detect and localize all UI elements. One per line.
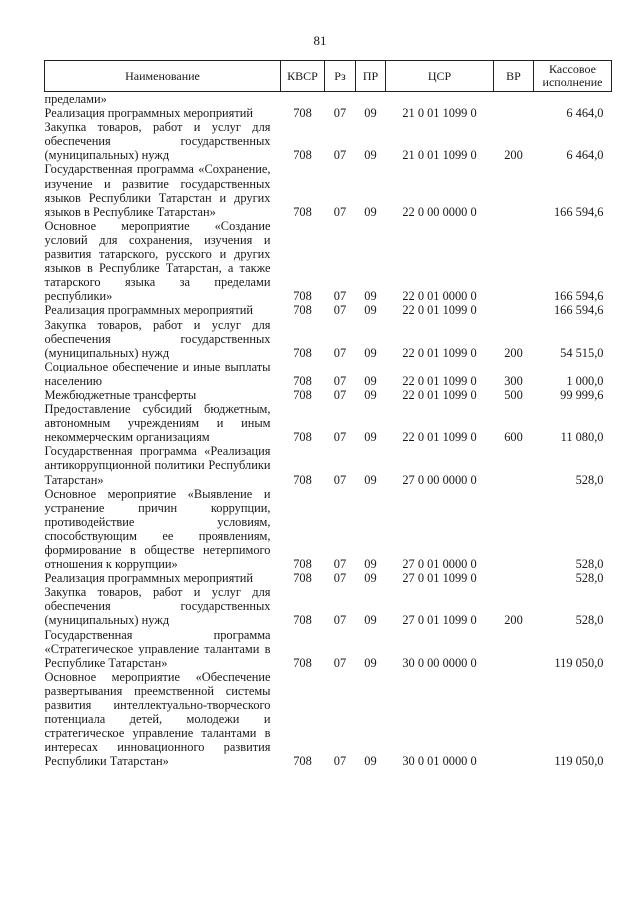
table-body [45, 92, 612, 769]
cell-pr: 09 [364, 472, 377, 487]
header-kass: Кассовое исполнение [534, 61, 612, 92]
table-row [45, 402, 612, 444]
cell-pr [356, 92, 386, 107]
cell-sum: 54 515,0 [560, 345, 604, 360]
cell-rz: 07 [333, 106, 347, 121]
cell-sum: 166 594,6 [553, 204, 604, 219]
cell-sum: 6 464,0 [566, 106, 604, 121]
header-kvsr: КВСР [281, 61, 325, 92]
cell-csr: 27 0 01 1099 0 [402, 613, 477, 628]
cell-rz: 07 [333, 204, 347, 219]
cell-vr [494, 219, 534, 304]
cell-csr [386, 92, 494, 107]
cell-rz [325, 92, 356, 107]
cell-vr: 200 [504, 613, 523, 628]
cell-kvsr: 708 [293, 204, 312, 219]
cell-rz: 07 [333, 557, 347, 572]
cell-csr: 22 0 01 1099 0 [402, 430, 477, 445]
cell-vr: 200 [504, 148, 523, 163]
cell-csr: 22 0 01 1099 0 [402, 303, 477, 318]
cell-sum: 166 594,6 [553, 289, 604, 304]
cell-rz: 07 [333, 571, 347, 586]
cell-sum: 166 594,6 [553, 303, 604, 318]
cell-vr [494, 106, 534, 120]
cell-rz: 07 [333, 655, 347, 670]
cell-sum: 528,0 [575, 557, 604, 572]
cell-name: Закупка товаров, работ и услуг для обеспечения государственных (муниципальных) нужд [44, 585, 271, 628]
table-row [45, 219, 612, 304]
cell-pr: 09 [364, 754, 377, 769]
table-row [45, 585, 612, 627]
cell-name: Реализация программных мероприятий [44, 303, 254, 318]
header-rz: Рз [325, 61, 356, 92]
cell-vr [494, 487, 534, 572]
cell-kvsr: 708 [293, 387, 312, 402]
table-row [45, 92, 612, 107]
cell-kvsr: 708 [293, 345, 312, 360]
cell-sum: 119 050,0 [554, 754, 604, 769]
cell-rz: 07 [333, 345, 347, 360]
cell-sum: 528,0 [575, 613, 604, 628]
cell-pr: 09 [364, 655, 377, 670]
cell-rz: 07 [333, 148, 347, 163]
cell-csr: 22 0 01 1099 0 [402, 373, 477, 388]
table-row [45, 571, 612, 585]
cell-kvsr [281, 92, 325, 107]
cell-kvsr: 708 [293, 106, 312, 121]
cell-kvsr: 708 [293, 472, 312, 487]
table-row [45, 388, 612, 402]
cell-sum: 1 000,0 [566, 373, 604, 388]
cell-vr [494, 162, 534, 218]
table-row [45, 360, 612, 388]
cell-vr: 300 [504, 373, 523, 388]
table-row [45, 487, 612, 572]
cell-csr: 22 0 00 0000 0 [402, 204, 477, 219]
cell-name: Основное мероприятие «Выявление и устранение причин коррупции, противодействие условиям, способствующим ее проявлениям, формирование в обществе нетерпимого отношения к коррупции» [44, 486, 271, 572]
cell-csr: 22 0 01 0000 0 [402, 289, 477, 304]
cell-pr: 09 [364, 289, 377, 304]
cell-kvsr: 708 [293, 430, 312, 445]
cell-vr [494, 670, 534, 769]
table-row [45, 670, 612, 769]
cell-pr: 09 [364, 303, 377, 318]
cell-sum: 99 999,6 [560, 387, 604, 402]
cell-rz: 07 [333, 387, 347, 402]
cell-name: Реализация программных мероприятий [44, 106, 254, 121]
header-vr: ВР [494, 61, 534, 92]
cell-name: Основное мероприятие «Обеспечение развертывания преемственной системы развития интеллектуально-творческого потенциала детей, молодежи и стратегическое управление талантами в интересах инновационного развития Республики Татарстан» [44, 669, 271, 769]
cell-sum: 11 080,0 [560, 430, 604, 445]
header-name: Наименование [45, 61, 281, 92]
cell-rz: 07 [333, 430, 347, 445]
cell-csr: 22 0 01 1099 0 [402, 345, 477, 360]
cell-sum [534, 92, 612, 107]
cell-vr [494, 92, 534, 107]
cell-pr: 09 [364, 430, 377, 445]
table-row [45, 318, 612, 360]
cell-name: Межбюджетные трансферты [44, 387, 197, 402]
cell-kvsr: 708 [293, 557, 312, 572]
cell-rz: 07 [333, 754, 347, 769]
cell-csr: 22 0 01 1099 0 [402, 387, 477, 402]
cell-rz: 07 [333, 472, 347, 487]
table-row [45, 106, 612, 120]
cell-rz: 07 [333, 373, 347, 388]
cell-name: Закупка товаров, работ и услуг для обеспечения государственных (муниципальных) нужд [44, 317, 271, 360]
table-row [45, 444, 612, 486]
cell-vr [494, 303, 534, 317]
cell-csr: 27 0 01 1099 0 [402, 571, 477, 586]
cell-name: Основное мероприятие «Создание условий для сохранения, изучения и развития татарского, русского и других языков в Республике Татарстан, а также татарского языка за пределами республики» [44, 218, 271, 304]
table-row [45, 162, 612, 218]
cell-pr: 09 [364, 613, 377, 628]
cell-vr: 600 [504, 430, 523, 445]
header-pr: ПР [356, 61, 386, 92]
cell-csr: 21 0 01 1099 0 [402, 148, 477, 163]
cell-csr: 30 0 01 0000 0 [402, 754, 477, 769]
cell-kvsr: 708 [293, 571, 312, 586]
cell-csr: 27 0 01 0000 0 [402, 557, 477, 572]
header-csr: ЦСР [386, 61, 494, 92]
budget-table [44, 60, 612, 769]
cell-pr: 09 [364, 204, 377, 219]
cell-kvsr: 708 [293, 373, 312, 388]
cell-name: Государственная программа «Сохранение, изучение и развитие государственных языков Республики Татарстан и других языков в Республике Татарстан» [44, 162, 271, 219]
cell-kvsr: 708 [293, 289, 312, 304]
cell-name: Государственная программа «Реализация антикоррупционной политики Республики Татарстан» [44, 444, 271, 487]
cell-pr: 09 [364, 387, 377, 402]
cell-sum: 119 050,0 [554, 655, 604, 670]
cell-kvsr: 708 [293, 655, 312, 670]
cell-kvsr: 708 [293, 148, 312, 163]
table-row [45, 628, 612, 670]
cell-name: Закупка товаров, работ и услуг для обеспечения государственных (муниципальных) нужд [44, 120, 271, 163]
cell-csr: 21 0 01 1099 0 [402, 106, 477, 121]
cell-csr: 27 0 00 0000 0 [402, 472, 477, 487]
cell-kvsr: 708 [293, 303, 312, 318]
table-row [45, 303, 612, 317]
cell-vr: 200 [504, 345, 523, 360]
cell-pr: 09 [364, 373, 377, 388]
table-header-row [45, 61, 612, 92]
cell-pr: 09 [364, 345, 377, 360]
cell-kvsr: 708 [293, 754, 312, 769]
cell-kvsr: 708 [293, 613, 312, 628]
cell-sum: 528,0 [575, 472, 604, 487]
cell-pr: 09 [364, 557, 377, 572]
cell-rz: 07 [333, 613, 347, 628]
cell-vr [494, 571, 534, 585]
cell-name: пределами» [44, 92, 107, 106]
cell-pr: 09 [364, 106, 377, 121]
cell-rz: 07 [333, 303, 347, 318]
page-number: 81 [313, 33, 327, 48]
cell-pr: 09 [364, 148, 377, 163]
table-row [45, 120, 612, 162]
cell-vr: 500 [504, 387, 523, 402]
cell-name: Реализация программных мероприятий [44, 571, 254, 586]
cell-sum: 528,0 [575, 571, 604, 586]
cell-vr [494, 444, 534, 486]
cell-rz: 07 [333, 289, 347, 304]
cell-sum: 6 464,0 [566, 148, 604, 163]
cell-name: Государственная программа «Стратегическое управление талантами в Республике Татарстан» [44, 627, 271, 670]
cell-vr [494, 628, 534, 670]
cell-name: Социальное обеспечение и иные выплаты населению [44, 359, 271, 388]
cell-pr: 09 [364, 571, 377, 586]
cell-csr: 30 0 00 0000 0 [402, 655, 477, 670]
cell-name: Предоставление субсидий бюджетным, автономным учреждениям и иным некоммерческим организациям [44, 402, 271, 445]
